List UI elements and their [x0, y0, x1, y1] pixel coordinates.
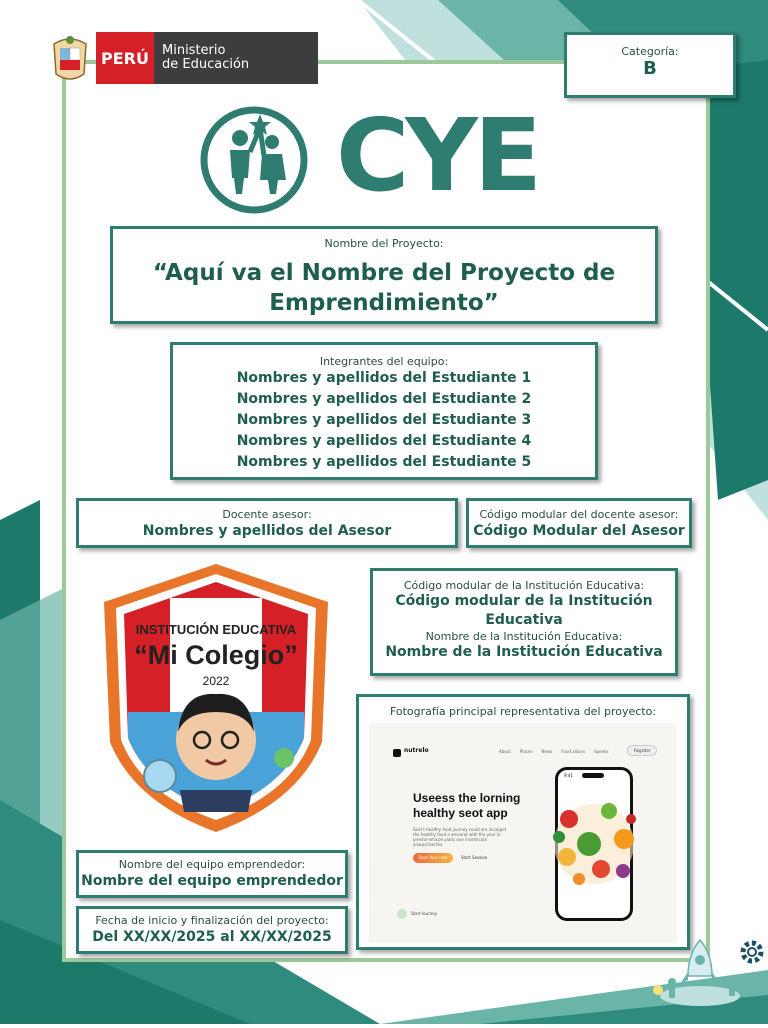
project-photo [369, 723, 677, 943]
dates-label: Fecha de inicio y finalización del proyecto: [95, 914, 329, 927]
badge-year: 2022 [202, 674, 230, 688]
team-member: Nombres y apellidos del Estudiante 4 [236, 433, 532, 449]
advisor-code-value: Código Modular del Asesor [473, 523, 685, 539]
team-member: Nombres y apellidos del Estudiante 3 [236, 412, 532, 428]
app-body-text: Seot t healthy food journey could are incubpet the healthy food a emvorat with the your in preetor-whicpe plaits one incomicate yoaqsctisortes. [413, 827, 507, 847]
app-nav-item: Food allians [561, 749, 586, 754]
team-name-label: Nombre del equipo emprendedor: [118, 858, 306, 871]
ministry-line1: Ministerio [162, 43, 226, 58]
cye-logo-text: CYE [336, 97, 539, 214]
project-label: Nombre del Proyecto: [324, 237, 444, 250]
ministry-label [154, 32, 318, 84]
government-header [96, 32, 318, 84]
team-members-box [170, 342, 598, 480]
dates-value: Del XX/XX/2025 al XX/XX/2025 [92, 929, 332, 945]
team-name-value: Nombre del equipo emprendedor [81, 873, 343, 889]
team-name-box [76, 850, 348, 898]
advisor-code-label: Código modular del docente asesor: [479, 508, 679, 521]
project-name: “Aquí va el Nombre del Proyecto de Emprendimiento” [152, 260, 616, 316]
app-headline: Useess the lorning healthy seot app [413, 791, 521, 820]
category-label: Categoría: [621, 45, 679, 58]
advisor-name: Nombres y apellidos del Asesor [142, 523, 392, 539]
advisor-label: Docente asesor: [222, 508, 312, 521]
app-register-button: Register [627, 745, 657, 756]
dates-box [76, 906, 348, 954]
team-label: Integrantes del equipo: [319, 355, 449, 368]
school-badge [98, 562, 334, 834]
institution-box [370, 568, 678, 676]
advisor-box [76, 498, 458, 548]
category-box [564, 32, 736, 98]
gear-icon [738, 938, 766, 966]
app-logo-icon [393, 749, 401, 757]
app-footer-avatar [397, 909, 407, 919]
advisor-code-box [466, 498, 692, 548]
team-member: Nombres y apellidos del Estudiante 1 [236, 370, 532, 386]
phone-notch-icon [582, 773, 604, 778]
food-illustration [539, 789, 649, 899]
project-photo-box [356, 694, 690, 950]
app-brand: nutrelo [404, 747, 429, 754]
app-nav [499, 749, 608, 754]
cye-logo [196, 97, 576, 214]
institution-code-value: Código modular de la Institución Educativa [395, 593, 653, 628]
institution-code-label: Código modular de la Institución Educativa: [403, 579, 645, 592]
coat-of-arms-icon [48, 34, 92, 82]
app-primary-button: Start Your now [413, 853, 453, 863]
photo-label: Fotografía principal representativa del proyecto: [389, 705, 657, 718]
app-secondary-button: Start Session [461, 855, 488, 860]
app-nav-item: Speeks [594, 749, 609, 754]
badge-line2: “Mi Colegio” [134, 640, 298, 670]
ministry-line2: de Educación [162, 57, 250, 72]
country-label: PERÚ [96, 32, 154, 84]
team-member: Nombres y apellidos del Estudiante 2 [236, 391, 532, 407]
app-nav-item: News [541, 749, 553, 754]
app-footer-text: Start lourney [411, 911, 438, 916]
team-member: Nombres y apellidos del Estudiante 5 [236, 454, 532, 470]
institution-name-label: Nombre de la Institución Educativa: [425, 630, 623, 643]
phone-time: 9:41 [564, 773, 573, 778]
app-nav-item: Places [519, 749, 533, 754]
badge-line1: INSTITUCIÓN EDUCATIVA [135, 622, 297, 637]
project-name-box [110, 226, 658, 324]
category-value: B [643, 58, 657, 79]
institution-name-value: Nombre de la Institución Educativa [385, 644, 663, 660]
rocket-icon [650, 936, 750, 1006]
app-nav-item: About [499, 749, 511, 754]
